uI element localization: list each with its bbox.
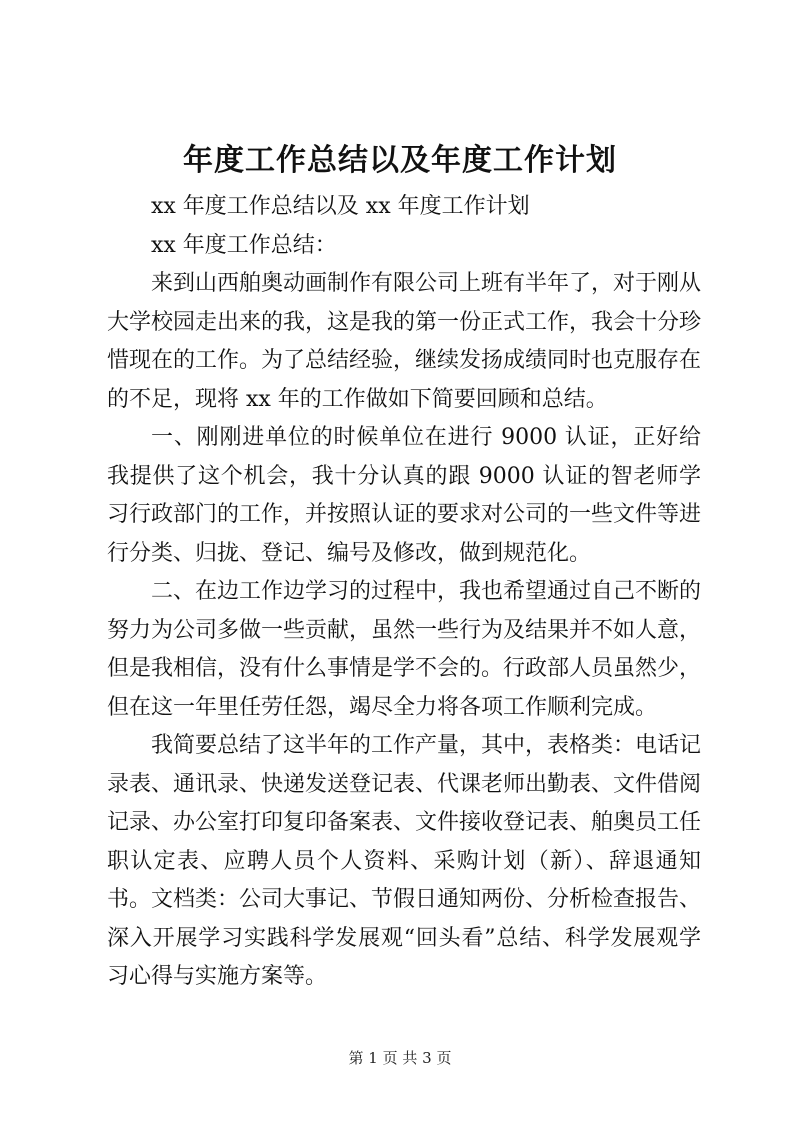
paragraph-item-one: 一、刚刚进单位的时候单位在进行 9000 认证，正好给我提供了这个机会，我十分认真的跟 9000 认证的智老师学习行政部门的工作，并按照认证的要求对公司的一些文件等进行分类、归拢、登记、编号及修改，做到规范化。 [107,425,702,566]
paragraph-section-heading: xx 年度工作总结： [151,232,337,258]
document-title: 年度工作总结以及年度工作计划 [183,143,617,178]
paragraph-item-two: 二、在边工作边学习的过程中，我也希望通过自己不断的努力为公司多做一些贡献，虽然一些行为及结果并不如人意，但是我相信，没有什么事情是学不会的。行政部人员虽然少，但在这一年里任劳任怨，竭尽全力将各项工作顺利完成。 [107,579,702,720]
paragraph-output-summary: 我简要总结了这半年的工作产量，其中，表格类：电话记录表、通讯录、快递发送登记表、代课老师出勤表、文件借阅记录、办公室打印复印备案表、文件接收登记表、舶奥员工任职认定表、应聘人员个人资料、采购计划（新）、辞退通知书。文档类：公司大事记、节假日通知两份、分析检查报告、深入开展学习实践科学发展观“回头看”总结、科学发展观学习心得与实施方案等。 [107,733,702,989]
paragraph-subtitle: xx 年度工作总结以及 xx 年度工作计划 [151,194,530,219]
document-body [107,188,701,997]
page-number-footer: 第 1 页 共 3 页 [348,1049,452,1067]
paragraph-intro: 来到山西舶奥动画制作有限公司上班有半年了，对于刚从大学校园走出来的我，这是我的第一份正式工作，我会十分珍惜现在的工作。为了总结经验，继续发扬成绩同时也克服存在的不足，现将 xx 年的工作做如下简要回顾和总结。 [107,271,702,412]
